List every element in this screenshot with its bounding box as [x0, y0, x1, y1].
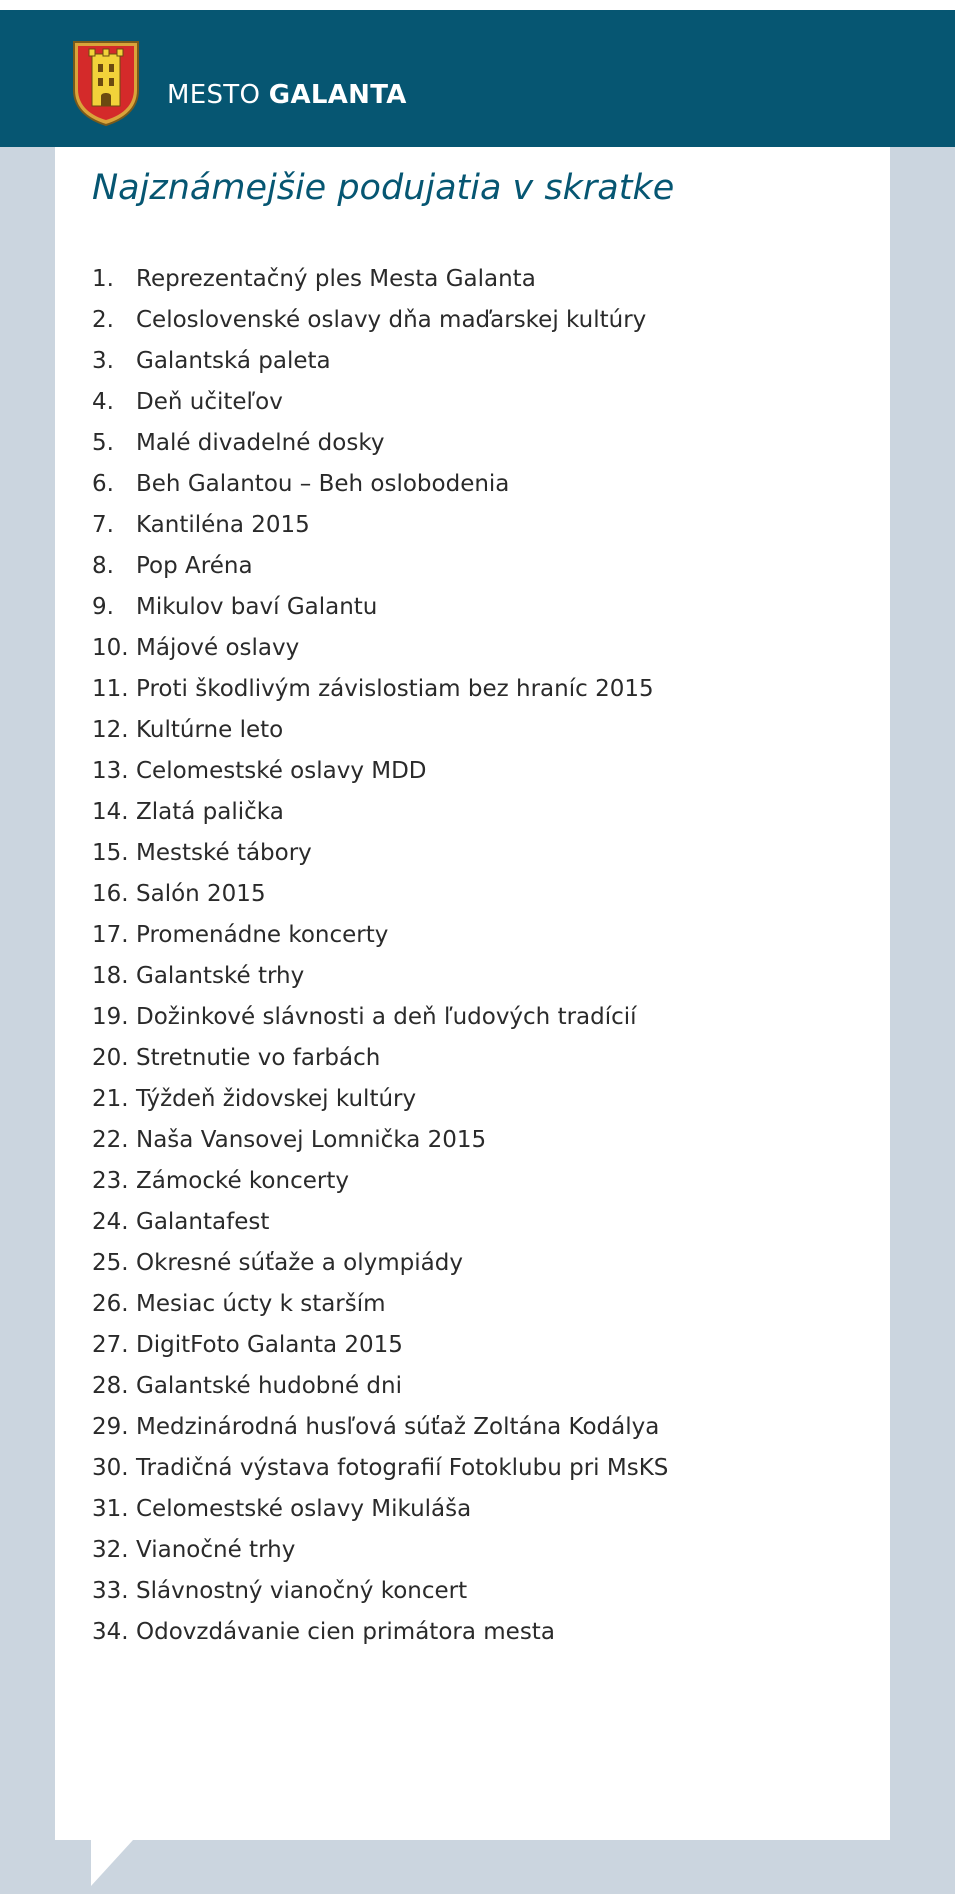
list-item: [92, 304, 668, 345]
list-item-label: Slávnostný vianočný koncert: [136, 1578, 468, 1604]
list-item-label: Medzinárodná husľová súťaž Zoltána Kodálya: [136, 1414, 660, 1440]
list-item: [92, 796, 668, 837]
brand-wordmark: [167, 80, 407, 110]
list-item-number: 30.: [92, 1455, 129, 1481]
brand-prefix: MESTO: [167, 80, 261, 110]
list-item: [92, 1411, 668, 1452]
list-item-number: 10.: [92, 635, 129, 661]
list-item: [92, 427, 668, 468]
list-item: [92, 1370, 668, 1411]
list-item-label: Deň učiteľov: [136, 389, 283, 415]
list-item: [92, 632, 668, 673]
list-item: [92, 386, 668, 427]
list-item-number: 7.: [92, 512, 114, 538]
list-item-label: Celomestské oslavy Mikuláša: [136, 1496, 472, 1522]
list-item: [92, 1534, 668, 1575]
list-item-number: 27.: [92, 1332, 129, 1358]
events-list: [92, 263, 668, 1657]
list-item: [92, 1288, 668, 1329]
brand-name: GALANTA: [268, 80, 407, 110]
list-item-label: Mikulov baví Galantu: [136, 594, 378, 620]
list-item-number: 14.: [92, 799, 129, 825]
list-item: [92, 1575, 668, 1616]
list-item-number: 28.: [92, 1373, 129, 1399]
list-item-number: 24.: [92, 1209, 129, 1235]
list-item-label: Celoslovenské oslavy dňa maďarskej kultúry: [136, 307, 647, 333]
list-item-number: 16.: [92, 881, 129, 907]
list-item-number: 1.: [92, 266, 114, 292]
list-item: [92, 755, 668, 796]
list-item-number: 2.: [92, 307, 114, 333]
list-item: [92, 1083, 668, 1124]
list-item-number: 5.: [92, 430, 114, 456]
list-item: [92, 1165, 668, 1206]
list-item-label: Naša Vansovej Lomnička 2015: [136, 1127, 487, 1153]
list-item: [92, 878, 668, 919]
list-item-label: Celomestské oslavy MDD: [136, 758, 427, 784]
list-item-label: Okresné súťaže a olympiády: [136, 1250, 463, 1276]
list-item-number: 21.: [92, 1086, 129, 1112]
list-item-number: 31.: [92, 1496, 129, 1522]
list-item-label: Májové oslavy: [136, 635, 300, 661]
galanta-coat-of-arms-icon: [72, 40, 140, 126]
list-item-number: 8.: [92, 553, 114, 579]
list-item: [92, 1493, 668, 1534]
list-item-label: Stretnutie vo farbách: [136, 1045, 381, 1071]
list-item-label: Mestské tábory: [136, 840, 312, 866]
list-item-number: 26.: [92, 1291, 129, 1317]
list-item: [92, 345, 668, 386]
list-item-label: Galantské hudobné dni: [136, 1373, 402, 1399]
list-item-label: Galantafest: [136, 1209, 270, 1235]
list-item: [92, 468, 668, 509]
list-item: [92, 1452, 668, 1493]
panel-speech-tail: [91, 1840, 133, 1886]
list-item-label: Promenádne koncerty: [136, 922, 389, 948]
list-item-number: 15.: [92, 840, 129, 866]
header-bar: [0, 10, 955, 147]
list-item-number: 3.: [92, 348, 114, 374]
list-item-label: Dožinkové slávnosti a deň ľudových tradícií: [136, 1004, 637, 1030]
list-item-number: 19.: [92, 1004, 129, 1030]
list-item-label: Proti škodlivým závislostiam bez hraníc 2015: [136, 676, 654, 702]
list-item: [92, 1247, 668, 1288]
list-item-number: 12.: [92, 717, 129, 743]
list-item: [92, 1616, 668, 1657]
page-title: Najznámejšie podujatia v skratke: [92, 168, 675, 208]
list-item: [92, 919, 668, 960]
list-item-label: DigitFoto Galanta 2015: [136, 1332, 403, 1358]
list-item-label: Reprezentačný ples Mesta Galanta: [136, 266, 536, 292]
list-item-number: 29.: [92, 1414, 129, 1440]
list-item: [92, 1206, 668, 1247]
list-item-number: 25.: [92, 1250, 129, 1276]
list-item-label: Pop Aréna: [136, 553, 253, 579]
list-item-number: 11.: [92, 676, 129, 702]
list-item: [92, 1042, 668, 1083]
list-item: [92, 1001, 668, 1042]
list-item-label: Beh Galantou – Beh oslobodenia: [136, 471, 510, 497]
list-item-label: Kultúrne leto: [136, 717, 284, 743]
list-item-number: 33.: [92, 1578, 129, 1604]
list-item-label: Odovzdávanie cien primátora mesta: [136, 1619, 555, 1645]
list-item-label: Zlatá palička: [136, 799, 284, 825]
list-item-number: 20.: [92, 1045, 129, 1071]
list-item-label: Týždeň židovskej kultúry: [136, 1086, 417, 1112]
list-item-number: 23.: [92, 1168, 129, 1194]
list-item: [92, 1124, 668, 1165]
list-item-number: 18.: [92, 963, 129, 989]
list-item: [92, 263, 668, 304]
list-item-number: 22.: [92, 1127, 129, 1153]
list-item-number: 6.: [92, 471, 114, 497]
list-item: [92, 550, 668, 591]
list-item-number: 13.: [92, 758, 129, 784]
list-item: [92, 960, 668, 1001]
list-item: [92, 837, 668, 878]
list-item-label: Kantiléna 2015: [136, 512, 310, 538]
list-item-number: 9.: [92, 594, 114, 620]
list-item-label: Galantské trhy: [136, 963, 305, 989]
list-item: [92, 1329, 668, 1370]
list-item-label: Vianočné trhy: [136, 1537, 296, 1563]
list-item-label: Salón 2015: [136, 881, 266, 907]
list-item: [92, 591, 668, 632]
list-item-number: 34.: [92, 1619, 129, 1645]
list-item: [92, 673, 668, 714]
list-item-label: Zámocké koncerty: [136, 1168, 349, 1194]
list-item-label: Galantská paleta: [136, 348, 331, 374]
list-item-number: 32.: [92, 1537, 129, 1563]
list-item-label: Tradičná výstava fotografií Fotoklubu pri MsKS: [136, 1455, 669, 1481]
list-item-number: 4.: [92, 389, 114, 415]
list-item-number: 17.: [92, 922, 129, 948]
list-item: [92, 714, 668, 755]
list-item-label: Malé divadelné dosky: [136, 430, 385, 456]
list-item-label: Mesiac úcty k starším: [136, 1291, 386, 1317]
list-item: [92, 509, 668, 550]
